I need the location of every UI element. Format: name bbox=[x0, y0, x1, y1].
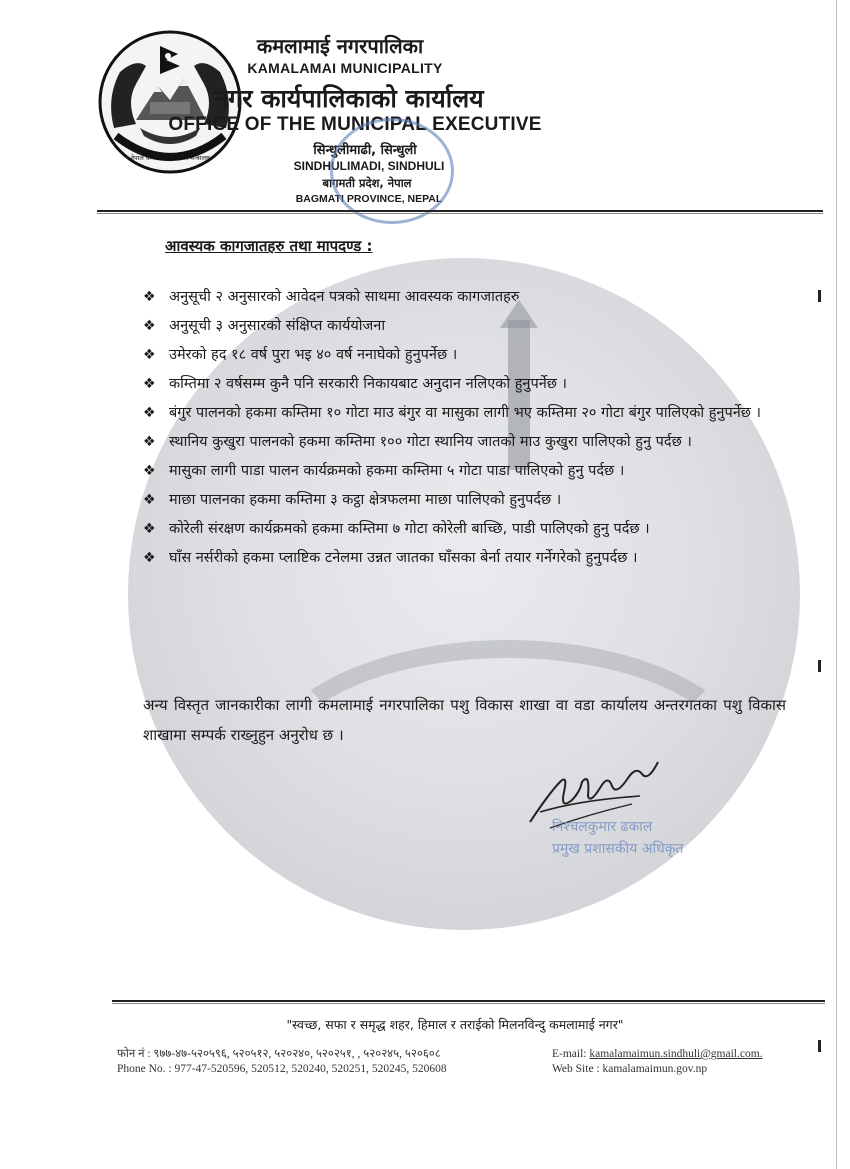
email-label: E-mail: bbox=[552, 1048, 590, 1060]
requirement-item bbox=[143, 428, 791, 457]
requirement-text: अनुसूची ३ अनुसारको संक्षिप्त कार्ययोजना bbox=[169, 318, 386, 334]
requirement-item bbox=[143, 341, 791, 370]
bullet-diamond-icon: ❖ bbox=[143, 434, 156, 450]
bullet-diamond-icon: ❖ bbox=[143, 521, 156, 537]
bullet-diamond-icon: ❖ bbox=[143, 347, 156, 363]
officer-stamp bbox=[552, 816, 712, 876]
requirement-item bbox=[143, 283, 791, 312]
scan-mark bbox=[818, 1040, 821, 1052]
requirement-text: उमेरको हद १८ वर्ष पुरा भइ ४० वर्ष ननाघेको हुनुपर्नेछ । bbox=[169, 347, 458, 363]
scan-edge bbox=[836, 0, 837, 1169]
requirement-text: कम्तिमा २ वर्षसम्म कुनै पनि सरकारी निकायबाट अनुदान नलिएको हुनुपर्नेछ । bbox=[169, 376, 568, 392]
municipality-name-nepali: कमलामाई नगरपालिका bbox=[256, 34, 424, 58]
emblem-caption: नेपाल कमलामाई स्वास्थ्य मन्त्रालय bbox=[130, 154, 210, 162]
officer-stamp-name: निश्चलकुमार ढकाल bbox=[552, 819, 653, 835]
requirement-item bbox=[143, 457, 791, 486]
bullet-diamond-icon: ❖ bbox=[143, 318, 156, 334]
website-line[interactable]: Web Site : kamalamaimun.gov.np bbox=[552, 1063, 708, 1075]
requirement-item bbox=[143, 312, 791, 341]
contact-phones bbox=[117, 1047, 447, 1077]
email-line bbox=[552, 1047, 763, 1062]
requirement-text: मासुका लागी पाडा पालन कार्यक्रमको हकमा कम्तिमा ५ गोटा पाडा पालिएको हुनु पर्दछ । bbox=[169, 463, 625, 479]
province-nepali: बागमती प्रदेश, नेपाल bbox=[322, 176, 412, 190]
contact-online bbox=[552, 1047, 763, 1077]
email-link[interactable]: kamalamaimun.sindhuli@gmail.com. bbox=[589, 1048, 763, 1060]
requirement-text: घाँस नर्सरीको हकमा प्लाष्टिक टनेलमा उन्नत जातका घाँसका बेर्ना तयार गर्नेगरेको हुनुपर्दछ । bbox=[169, 550, 638, 566]
requirement-text: माछा पालनका हकमा कम्तिमा ३ कट्ठा क्षेत्रफलमा माछा पालिएको हुनुपर्दछ । bbox=[169, 492, 562, 508]
requirement-item bbox=[143, 486, 791, 515]
requirement-text: स्थानिय कुखुरा पालनको हकमा कम्तिमा १०० गोटा स्थानिय जातको माउ कुखुरा पालिएको हुनु पर्दछ । bbox=[169, 434, 692, 450]
province-english: BAGMATI PROVINCE, NEPAL bbox=[295, 193, 443, 205]
requirement-item bbox=[143, 399, 791, 428]
footer-divider-thin bbox=[112, 1003, 825, 1004]
phone-english: Phone No. : 977-47-520596, 520512, 520240, 520251, 520245, 520608 bbox=[117, 1063, 447, 1075]
bullet-diamond-icon: ❖ bbox=[143, 550, 156, 566]
requirement-item bbox=[143, 515, 791, 544]
bullet-diamond-icon: ❖ bbox=[143, 405, 156, 421]
requirement-text: बंगुर पालनको हकमा कम्तिमा १० गोटा माउ बंगुर वा मासुका लागी भए कम्तिमा २० गोटा बंगुर पालिएको हुनुपर्नेछ । bbox=[169, 405, 762, 421]
scan-mark bbox=[818, 660, 821, 672]
closing-paragraph: अन्य विस्तृत जानकारीका लागी कमलामाई नगरपालिका पशु विकास शाखा वा वडा कार्यालय अन्तरगतका पशु विकास शाखामा सम्पर्क राख्नुहुन अनुरोध छ । bbox=[143, 696, 786, 744]
footer-divider bbox=[112, 1000, 825, 1002]
section-title: आवस्यक कागजातहरु तथा मापदण्ड : bbox=[165, 237, 373, 255]
bullet-diamond-icon: ❖ bbox=[143, 376, 156, 392]
officer-stamp-title: प्रमुख प्रशासकीय अधिकृत bbox=[552, 841, 684, 857]
bullet-diamond-icon: ❖ bbox=[143, 492, 156, 508]
bullet-diamond-icon: ❖ bbox=[143, 463, 156, 479]
official-seal-stamp bbox=[330, 118, 454, 224]
municipality-name-english: KAMALAMAI MUNICIPALITY bbox=[247, 60, 443, 76]
location-english: SINDHULIMADI, SINDHULI bbox=[293, 159, 445, 173]
bullet-diamond-icon: ❖ bbox=[143, 289, 156, 305]
office-name-nepali: नगर कार्यपालिकाको कार्यालय bbox=[214, 84, 484, 113]
municipality-motto: "स्वच्छ, सफा र समृद्ध शहर, हिमाल र तराईको मिलनविन्दु कमलामाई नगर" bbox=[286, 1017, 624, 1032]
header-divider bbox=[97, 210, 823, 212]
requirements-list bbox=[143, 283, 791, 573]
phone-nepali: फोन नं : ९७७-४७-५२०५९६, ५२०५१२, ५२०२४०, ५२०२५१, , ५२०२४५, ५२०६०८ bbox=[117, 1048, 441, 1060]
requirement-text: कोरेली संरक्षण कार्यक्रमको हकमा कम्तिमा ७ गोटा कोरेली बाच्छि, पाडी पालिएको हुनु पर्दछ । bbox=[169, 521, 650, 537]
requirement-text: अनुसूची २ अनुसारको आवेदन पत्रको साथमा आवस्यक कागजातहरु bbox=[169, 289, 520, 305]
requirement-item bbox=[143, 370, 791, 399]
header-divider-thin bbox=[97, 213, 823, 214]
location-nepali: सिन्धुलीमाढी, सिन्धुली bbox=[313, 143, 417, 158]
requirement-item bbox=[143, 544, 791, 573]
scan-mark bbox=[818, 290, 821, 302]
office-name-english: OFFICE OF THE MUNICIPAL EXECUTIVE bbox=[168, 114, 542, 135]
